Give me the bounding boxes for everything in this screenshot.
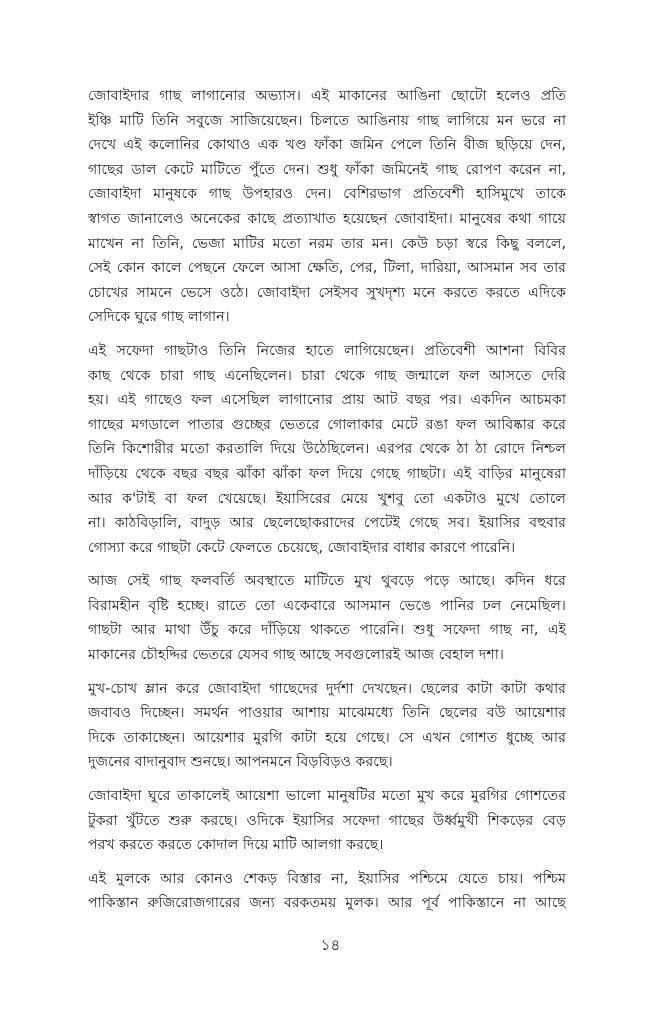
text-line: গাছের মগডালে পাতার গুচ্ছের ভেতরে গোলাকার মেটে রঙা ফল আবিষ্কার করে xyxy=(88,416,566,433)
text-line: টুকরা খুঁটতে শুরু করছে। ওদিকে ইয়াসির সফেদা গাছের উর্ধ্বমুখী শিকড়ের বেড় xyxy=(88,812,566,829)
text-line: গাছের ডাল কেটে মাটিতে পুঁতে দেন। শুধু ফাঁকা জমিনেই গাছ রোপণ করেন না, xyxy=(88,161,566,178)
paragraph xyxy=(88,677,566,775)
text-line: এই সফেদা গাছটাও তিনি নিজের হাতে লাগিয়েছেন। প্রতিবেশী আশনা বিবির xyxy=(88,342,566,359)
text-line: গোস্যা করে গাছটা কেটে ফেলতে চেয়েছে, জোবাইদার বাধার কারণে পারেনি। xyxy=(88,539,516,556)
text-line: পাকিস্তান রুজিরোজগারের জন্য বরকতময় মুলক। আর পূর্ব পাকিস্তানে না আছে xyxy=(88,895,566,912)
text-line: মাকানের চৌহদ্দির ভেতরে যেসব গাছ আছে সবগুলোরই আজ বেহাল দশা। xyxy=(88,647,504,664)
text-line: সেদিকে ঘুরে গাছ লাগান। xyxy=(88,309,230,326)
text-line: জবাবও দিচ্ছেন। সমর্থন পাওয়ার আশায় মাঝেমধ্যে তিনি ছেলের বউ আয়েশার xyxy=(88,705,566,722)
text-line: জোবাইদার গাছ লাগানোর অভ্যাস। এই মাকানের আঙিনা ছোটো হলেও প্রতি xyxy=(88,88,566,104)
text-line: মুখ-চোখ ম্লান করে জোবাইদা গাছেদের দুর্দশা দেখছেন। ছেলের কাটা কাটা কথার xyxy=(88,680,566,697)
text-line: জোবাইদা ঘুরে তাকালেই আয়েশা ভালো মানুষটির মতো মুখ করে মুরগির গোশতের xyxy=(88,788,566,805)
text-line: চোখের সামনে ভেসে ওঠে। জোবাইদা সেইসব সুখদৃশ্য মনে করতে করতে এদিকে xyxy=(88,284,566,301)
text-line: স্বাগত জানালেও অনেকের কাছে প্রত্যাখাত হয়েছেন জোবাইদা। মানুষের কথা গায়ে xyxy=(88,210,566,227)
text-line: আজ সেই গাছ ফলবর্তি অবস্থাতে মাটিতে মুখ থুবড়ে পড়ে আছে। কদিন ধরে xyxy=(88,573,566,590)
text-line: দিকে তাকাচ্ছেন। আয়েশার মুরগি কাটা হয়ে গেছে। সে এখন গোশত ধুচ্ছে আর xyxy=(88,729,566,746)
paragraph xyxy=(88,339,566,560)
text-line: না। কাঠবিড়ালি, বাদুড় আর ছেলেছোকরাদের পেটেই গেছে সব। ইয়াসির বহুবার xyxy=(88,515,566,532)
text-line: দুজনের বাদানুবাদ শুনছে। আপনমনে বিড়বিড়ও করছে। xyxy=(88,754,393,771)
text-line: গাছটা আর মাথা উঁচু করে দাঁড়িয়ে থাকতে পারেনি। শুধু সফেদা গাছ না, এই xyxy=(88,622,566,639)
body-text xyxy=(88,84,566,916)
text-line: বিরামহীন বৃষ্টি হচ্ছে। রাতে তো একেবারে আসমান ভেঙে পানির ঢল নেমেছিল। xyxy=(88,597,566,614)
text-line: আর ক'টাই বা ফল খেয়েছে। ইয়াসিরের মেয়ে খুশবু তো একটাও মুখে তোলে xyxy=(88,490,566,507)
text-line: দাঁড়িয়ে থেকে বছর বছর ঝাঁকা ঝাঁকা ফল দিয়ে গেছে গাছটা। এই বাড়ির মানুষেরা xyxy=(88,465,566,482)
text-line: দেখে এই কলোনির কোথাও এক খণ্ড ফাঁকা জমিন পেলে তিনি বীজ ছড়িয়ে দেন, xyxy=(88,137,566,154)
text-line: হয়। এই গাছেও ফল এসেছিল লাগানোর প্রায় আট বছর পর। একদিন আচমকা xyxy=(88,392,566,409)
page-number: ১৪ xyxy=(320,936,341,954)
text-line: পরখ করতে করতে কোদাল দিয়ে মাটি আলগা করছে। xyxy=(88,837,384,854)
text-line: ইঞ্চি মাটি তিনি সবুজে সাজিয়েছেন। চিলতে আঙিনায় গাছ লাগিয়ে মন ভরে না xyxy=(88,112,566,129)
text-line: এই মুলকে আর কোনও শেকড় বিস্তার না, ইয়াসির পশ্চিমে যেতে চায়। পশ্চিম xyxy=(88,870,566,887)
text-line: জোবাইদা মানুষকে গাছ উপহারও দেন। বেশিরভাগ প্রতিবেশী হাসিমুখে তাকে xyxy=(88,186,566,203)
text-line: তিনি কিশোরীর মতো করতালি দিয়ে উঠেছিলেন। এরপর থেকে ঠা ঠা রোদে নিশ্চল xyxy=(88,441,566,458)
text-line: কাছ থেকে চারা গাছ এনেছিলেন। চারা থেকে গাছ জন্মালে ফল আসতে দেরি xyxy=(88,367,566,384)
paragraph xyxy=(88,84,566,330)
paragraph xyxy=(88,569,566,667)
paragraph xyxy=(88,867,566,916)
text-line: মাখেন না তিনি, ভেজা মাটির মতো নরম তার মন। কেউ চড়া স্বরে কিছু বললে, xyxy=(88,235,566,252)
paragraph xyxy=(88,784,566,858)
text-line: সেই কোন কালে পেছনে ফেলে আসা ক্ষেতি, পের, টিলা, দারিয়া, আসমান সব তার xyxy=(88,260,566,277)
